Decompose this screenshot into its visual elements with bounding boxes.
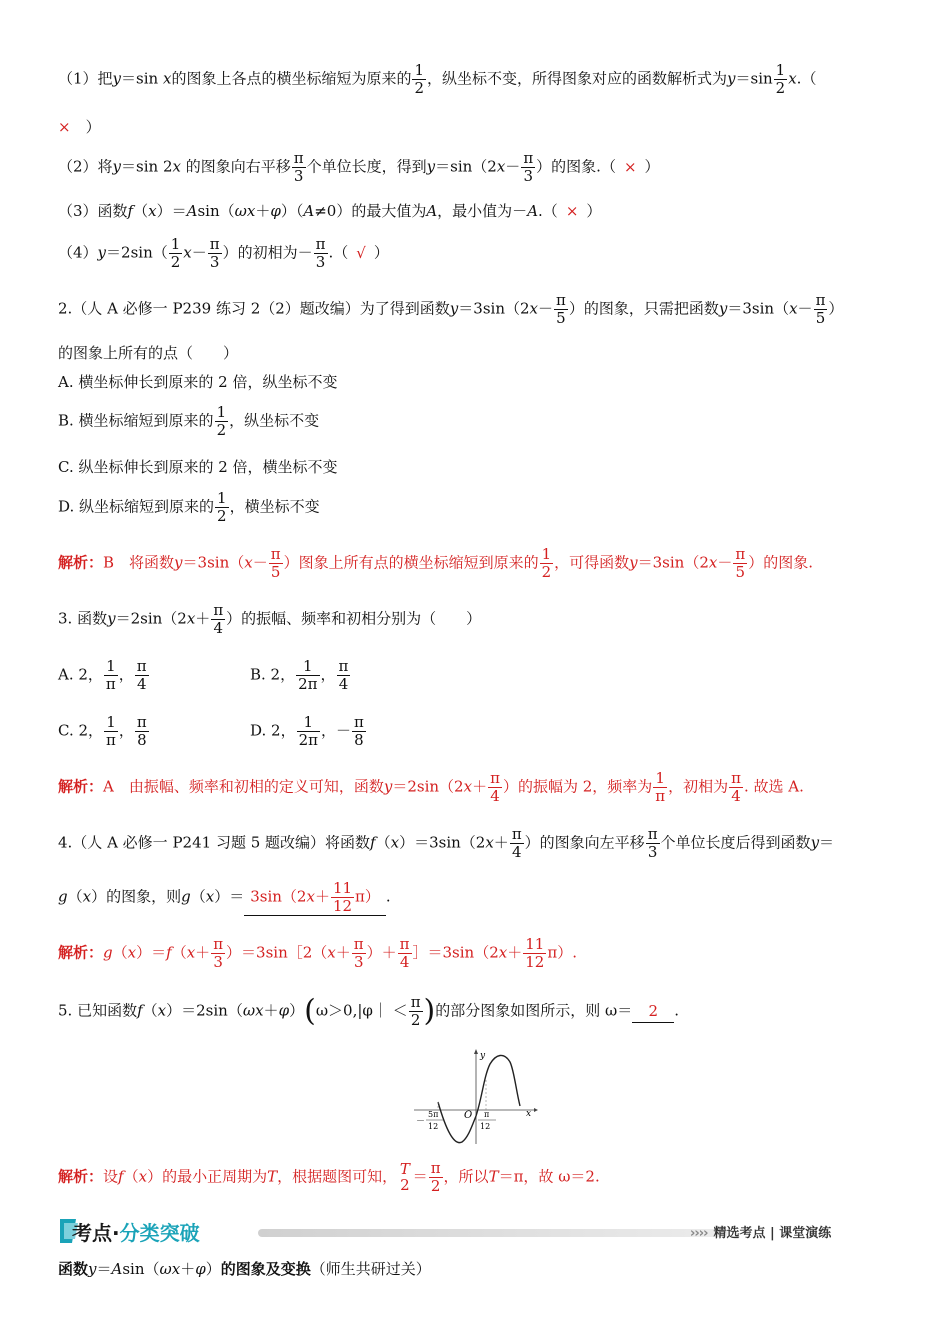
banner-divider — [258, 1229, 728, 1237]
fraction: $\frac{\pi}{2}$ — [430, 1159, 441, 1195]
fraction: $\frac{11}{12}$ — [332, 879, 353, 915]
q4-answer-blank: 3sin（2x＋ $\frac{11}{12}$ π） — [244, 880, 386, 916]
fraction: $\frac{1}{2}$ — [414, 61, 424, 97]
banner-title: 考点·分类突破 — [72, 1221, 200, 1245]
q3-option-b: B. 2， $\frac{1}{2\pi}$ ， $\frac{\pi}{4}$ — [250, 657, 349, 693]
fraction: $\frac{\pi}{5}$ — [815, 291, 826, 327]
fraction: $\frac{1}{\pi}$ — [105, 657, 116, 693]
x-axis-label: x — [526, 1109, 532, 1119]
q5-stem: 5. 已知函数f（x）＝2sin（ωx＋φ）(ω＞0,|φ｜ ＜ $\frac{\pi}{2}$ )的部分图象如图所示，则 ω＝ 2 . — [58, 993, 680, 1029]
section-heading: 函数y＝Asin（ωx＋φ）的图象及变换（师生共研过关） — [58, 1260, 431, 1278]
cross-mark-icon: × — [623, 157, 637, 176]
check-mark-icon: √ — [356, 243, 366, 262]
fraction: $\frac{\pi}{3}$ — [315, 235, 326, 271]
q2-option-b: B. 横坐标缩短到原来的 $\frac{1}{2}$ ，纵坐标不变 — [58, 403, 320, 439]
q2-option-c: C. 纵坐标伸长到原来的 2 倍，横坐标不变 — [58, 458, 338, 476]
fraction: $\frac{\pi}{3}$ — [293, 149, 304, 185]
q3-option-a: A. 2， $\frac{1}{\pi}$ ， $\frac{\pi}{4}$ — [58, 657, 147, 693]
fraction: $\frac{\pi}{3}$ — [647, 825, 658, 861]
q1-statement-1-answer: × ） — [58, 118, 101, 136]
fraction: $\frac{1}{2}$ — [217, 489, 227, 525]
fraction: $\frac{1}{2}$ — [170, 235, 181, 271]
sine-curve — [438, 1055, 520, 1142]
fraction: $\frac{\pi}{4}$ — [399, 935, 410, 971]
fraction: $\frac{\pi}{8}$ — [136, 713, 147, 749]
left-tick-num: 5π — [428, 1110, 439, 1119]
y-axis-arrow-icon — [474, 1049, 478, 1054]
fraction: $\frac{\pi}{3}$ — [353, 935, 364, 971]
section-banner — [58, 1215, 892, 1251]
fraction: $\frac{\pi}{2}$ — [410, 993, 421, 1029]
fraction: $\frac{\pi}{3}$ — [213, 935, 224, 971]
q2-option-a: A. 横坐标伸长到原来的 2 倍，纵坐标不变 — [58, 373, 338, 391]
q3-option-d: D. 2， $\frac{1}{2\pi}$ ，－ $\frac{\pi}{8}$ — [250, 713, 364, 749]
q1-statement-3: （3）函数f（x）＝Asin（ωx＋φ）（A≠0）的最大值为A，最小值为－A.（ × ） — [58, 202, 602, 220]
q1-statement-2: （2）将y＝sin 2x 的图象向右平移 $\frac{\pi}{3}$ 个单位长度，得到y＝sin（2x－ $\frac{\pi}{3}$ ）的图象.（ × ） — [58, 149, 660, 185]
chevrons-icon: ›››› — [690, 1226, 708, 1241]
right-tick-num: π — [484, 1110, 490, 1119]
banner-tail: ›››› 精选考点 | 课堂演练 — [690, 1226, 832, 1241]
fraction: $\frac{1}{2}$ — [775, 61, 786, 97]
q5-solution: 解析：设f（x）的最小正周期为T，根据题图可知， T 2 ＝ $\frac{\pi}{2}$ ，所以T＝π，故 ω＝2. — [58, 1159, 600, 1195]
sine-graph — [410, 1046, 540, 1146]
q3-solution: 解析：A 由振幅、频率和初相的定义可知，函数y＝2sin（2x＋ $\frac{\pi}{4}$ ）的振幅为 2，频率为 $\frac{1}{\pi}$ ，初相为 $\frac{\pi}{4}$ . 故选 A. — [58, 769, 804, 805]
q2-stem-cont: 的图象上所有的点（ ） — [58, 344, 239, 362]
q3-stem: 3. 函数y＝2sin（2x＋ $\frac{\pi}{4}$ ）的振幅、频率和初相分别为（ ） — [58, 601, 482, 637]
q4-stem-cont: g（x）的图象，则g（x）＝ 3sin（2x＋ $\frac{11}{12}$ π） . — [58, 879, 391, 915]
fraction: $\frac{1}{\pi}$ — [106, 713, 116, 749]
q2-option-d: D. 纵坐标缩短到原来的 $\frac{1}{2}$ ，横坐标不变 — [58, 489, 320, 525]
origin-label: O — [464, 1110, 473, 1121]
fraction: $\frac{\pi}{3}$ — [523, 149, 534, 185]
q1-statement-4: （4）y＝2sin（ $\frac{1}{2}$ x－ $\frac{\pi}{3}$ ）的初相为－ $\frac{\pi}{3}$ .（ √ ） — [58, 235, 389, 271]
cross-mark-icon: × — [565, 202, 579, 220]
fraction: $\frac{1}{\pi}$ — [655, 769, 666, 805]
right-tick-den: 12 — [480, 1122, 491, 1131]
cross-mark-icon: × — [58, 118, 71, 136]
fraction: T 2 — [399, 1159, 410, 1194]
fraction: $\frac{\pi}{8}$ — [354, 713, 364, 749]
q3-option-c: C. 2， $\frac{1}{\pi}$ ， $\frac{\pi}{8}$ — [58, 713, 147, 749]
fraction: $\frac{1}{2}$ — [541, 545, 552, 581]
fraction: $\frac{\pi}{4}$ — [136, 657, 147, 693]
y-axis-label: y — [480, 1051, 486, 1061]
fraction: $\frac{\pi}{4}$ — [338, 657, 349, 693]
q2-solution: 解析：B 将函数y＝3sin（x－ $\frac{\pi}{5}$ ）图象上所有点的横坐标缩短到原来的 $\frac{1}{2}$ ，可得函数y＝3sin（2x－ $\frac{\pi}{5}$ ）的图象. — [58, 545, 814, 581]
q5-answer-blank: 2 — [632, 1000, 674, 1023]
fraction: $\frac{1}{2\pi}$ — [298, 713, 318, 749]
fraction: $\frac{\pi}{4}$ — [511, 825, 522, 861]
fraction: $\frac{1}{2}$ — [216, 403, 227, 439]
fraction: $\frac{\pi}{4}$ — [731, 769, 741, 805]
left-tick-minus: － — [416, 1117, 426, 1127]
q1-statement-1: （1）把y＝sin x的图象上各点的横坐标缩短为原来的 $\frac{1}{2}$ ，纵坐标不变，所得图象对应的函数解析式为y＝sin $\frac{1}{2}$ x.（ — [58, 61, 817, 97]
fraction: $\frac{11}{12}$ — [525, 935, 545, 971]
x-axis-arrow-icon — [534, 1108, 538, 1112]
fraction: $\frac{\pi}{4}$ — [213, 601, 224, 637]
q2-stem: 2.（人 A 必修一 P239 练习 2（2）题改编）为了得到函数y＝3sin（2x－ $\frac{\pi}{5}$ ）的图象，只需把函数y＝3sin（x－ $\frac{\pi}{5}$ ） — [58, 291, 844, 327]
q4-solution: 解析：g（x）＝f（x＋ $\frac{\pi}{3}$ ）＝3sin［2（x＋ $\frac{\pi}{3}$ ）＋ $\frac{\pi}{4}$ ］＝3sin（2x＋ $\frac{11}{12}$ π）. — [58, 935, 577, 971]
fraction: $\frac{\pi}{5}$ — [270, 545, 281, 581]
fraction: $\frac{\pi}{4}$ — [490, 769, 500, 805]
left-tick-den: 12 — [428, 1122, 439, 1131]
q4-stem: 4.（人 A 必修一 P241 习题 5 题改编）将函数f（x）＝3sin（2x＋ $\frac{\pi}{4}$ ）的图象向左平移 $\frac{\pi}{3}$ 个单位长度后得到函数y＝ — [58, 825, 835, 861]
fraction: $\frac{\pi}{3}$ — [209, 235, 220, 271]
fraction: $\frac{\pi}{5}$ — [556, 291, 566, 327]
fraction: $\frac{1}{2\pi}$ — [298, 657, 318, 693]
fraction: $\frac{\pi}{5}$ — [735, 545, 746, 581]
